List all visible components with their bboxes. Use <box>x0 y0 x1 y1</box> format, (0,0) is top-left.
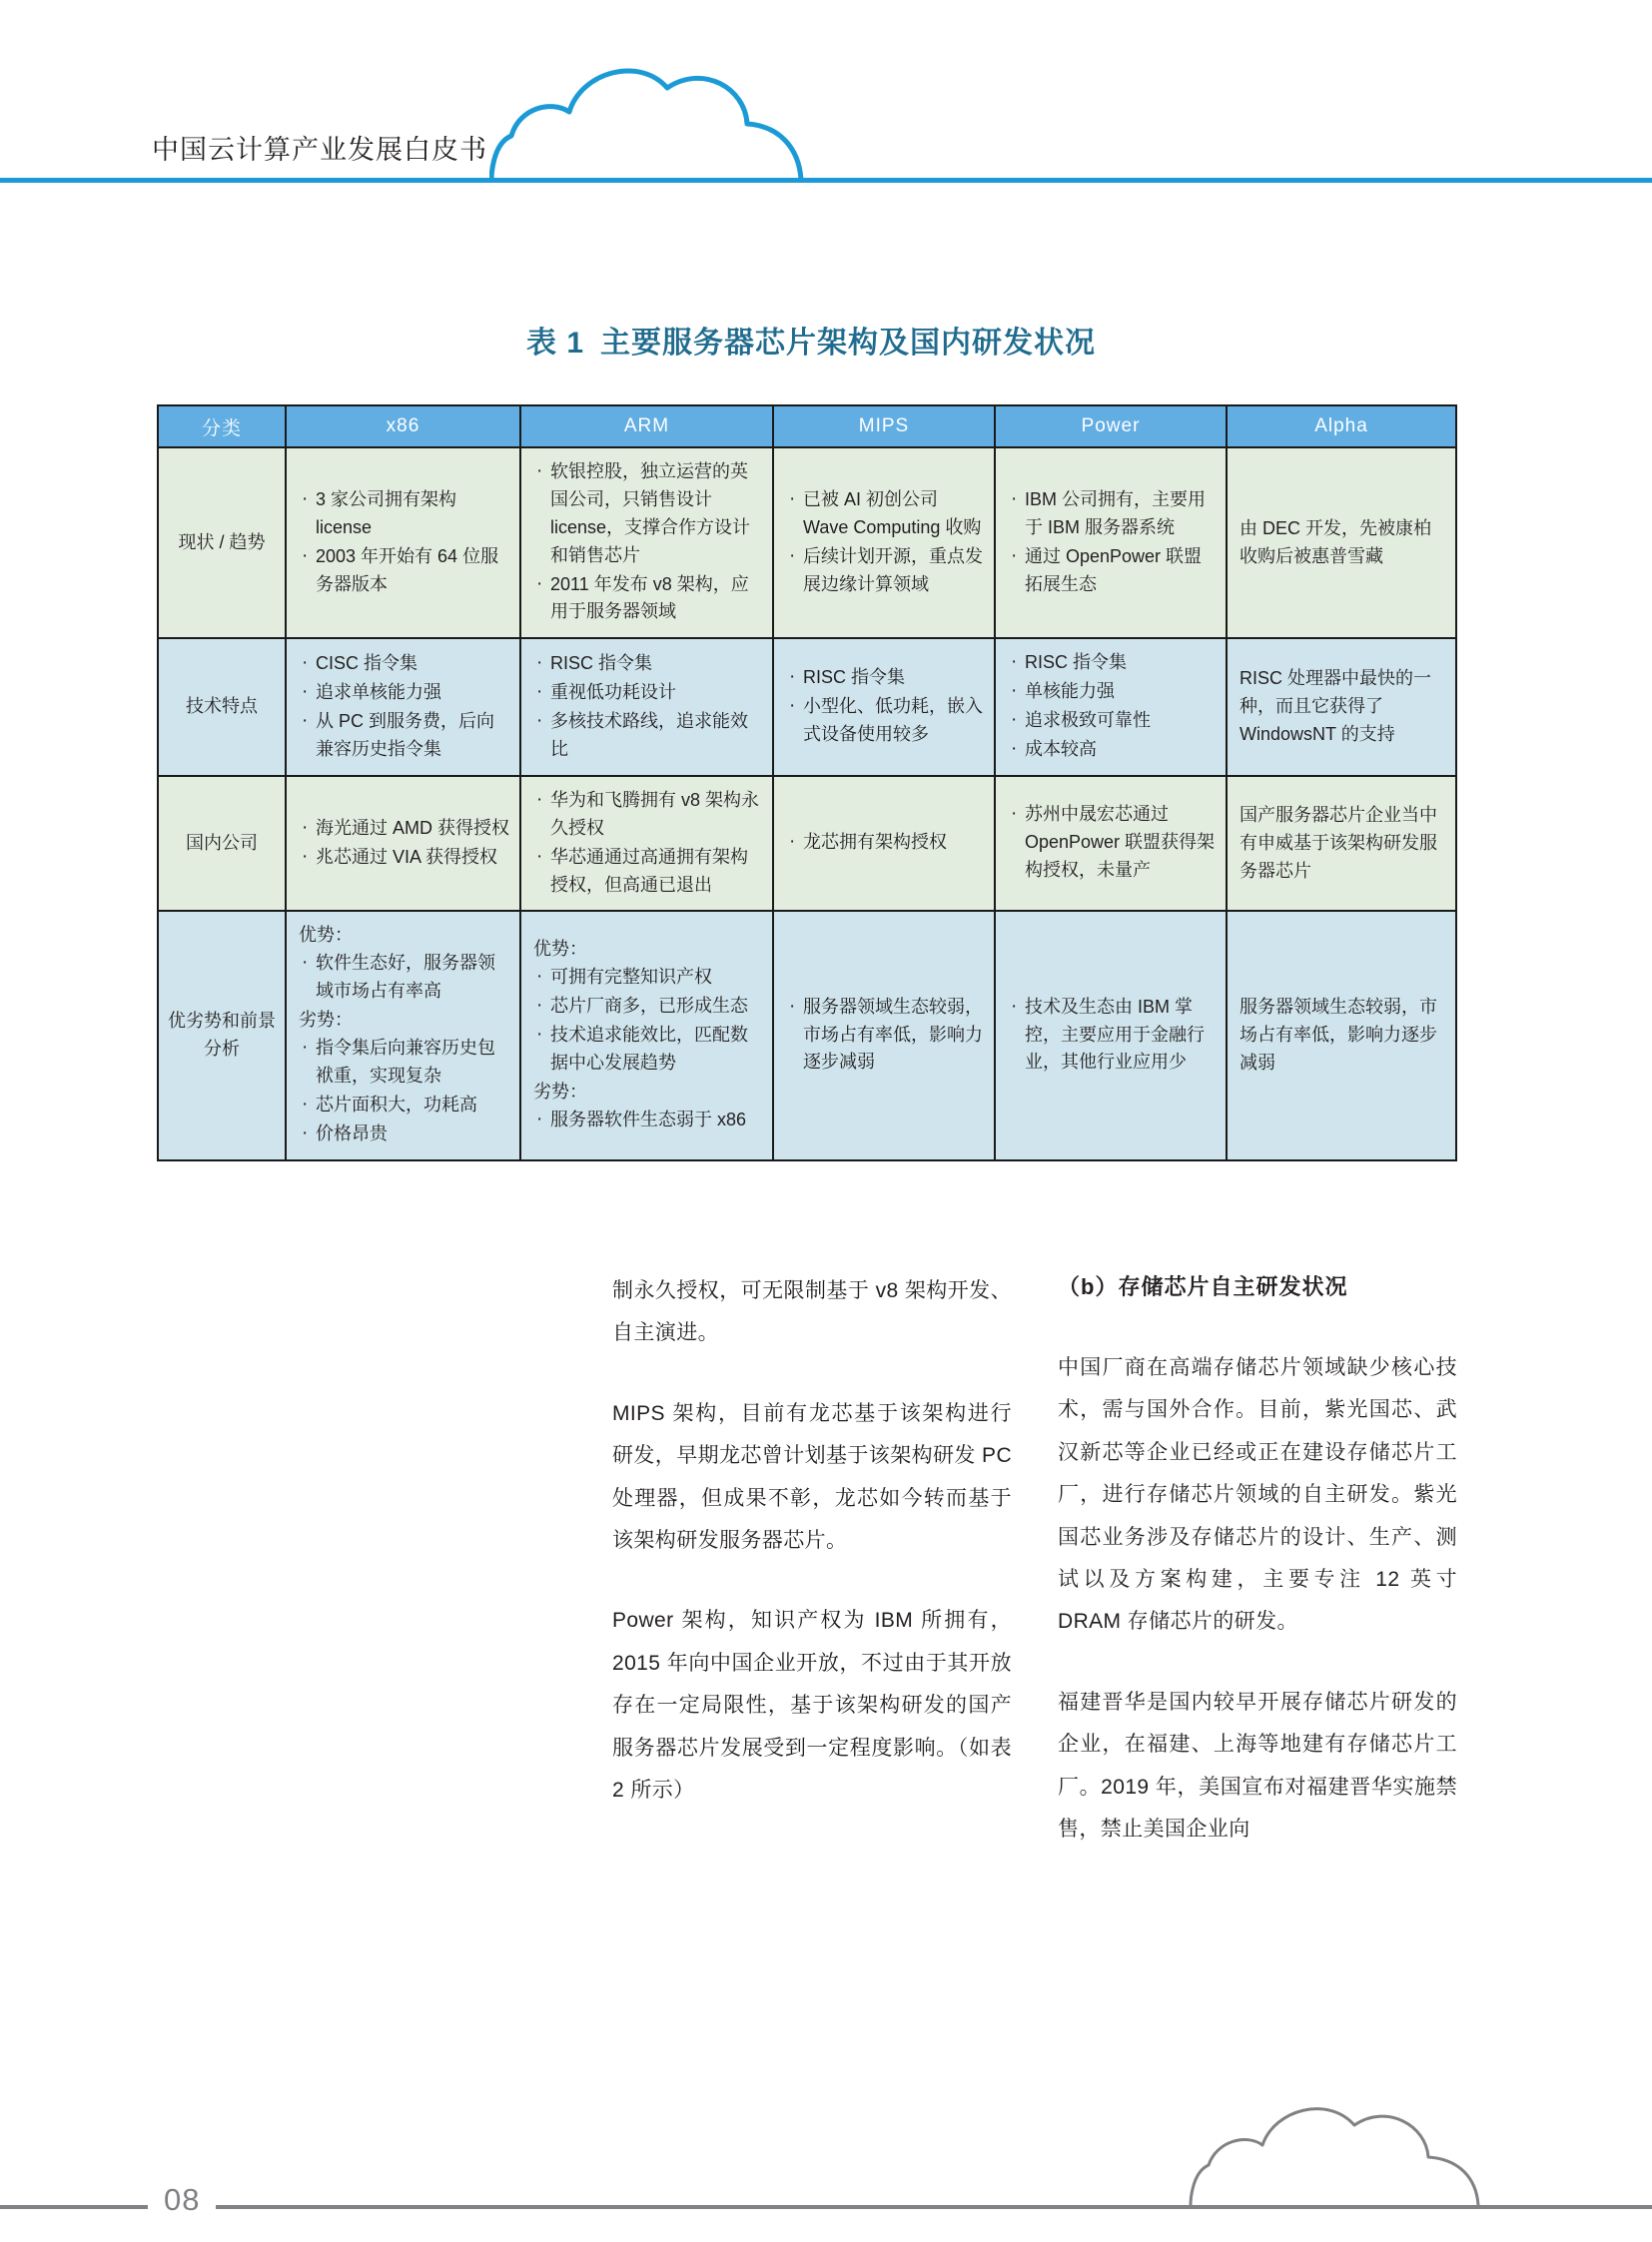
list-item: · 兆芯通过 VIA 获得授权 <box>299 844 509 872</box>
paragraph: 福建晋华是国内较早开展存储芯片研发的企业，在福建、上海等地建有存储芯片工厂。2019 年，美国宣布对福建晋华实施禁售，禁止美国企业向 <box>1058 1690 1457 1842</box>
table-row <box>158 638 1456 776</box>
row-category-label: 现状 / 趋势 <box>158 447 286 638</box>
cell-mips <box>773 776 995 912</box>
cell-x86 <box>286 638 520 776</box>
list-item: · 追求极致可靠性 <box>1008 707 1216 735</box>
chip-architecture-table <box>157 404 1457 1161</box>
cloud-outline-icon <box>489 48 809 184</box>
cell-power <box>995 638 1227 776</box>
footer-divider-rule <box>0 2205 1652 2209</box>
cell-arm <box>520 447 773 638</box>
list-item: · 多核技术路线，追求能效比 <box>533 708 762 764</box>
list-item: · 软件生态好，服务器领域市场占有率高 <box>299 950 509 1006</box>
list-item: · 芯片厂商多，已形成生态 <box>533 993 762 1021</box>
list-item: · 华为和飞腾拥有 v8 架构永久授权 <box>533 787 762 843</box>
cell-alpha <box>1227 911 1456 1159</box>
cell-x86 <box>286 447 520 638</box>
list-item: · 指令集后向兼容历史包袱重，实现复杂 <box>299 1035 509 1091</box>
list-item: · 小型化、低功耗，嵌入式设备使用较多 <box>786 693 984 749</box>
cell-power <box>995 447 1227 638</box>
table-caption-text: 主要服务器芯片架构及国内研发状况 <box>600 327 1097 360</box>
list-item: · CISC 指令集 <box>299 650 509 678</box>
table-row <box>158 776 1456 912</box>
cell-alpha <box>1227 776 1456 912</box>
column-header-category: 分类 <box>158 405 286 447</box>
list-item: · 成本较高 <box>1008 736 1216 764</box>
list-item: · 后续计划开源，重点发展边缘计算领域 <box>786 543 984 599</box>
body-column-right <box>1058 1270 1457 1851</box>
cell-x86 <box>286 911 520 1159</box>
cell-arm <box>520 911 773 1159</box>
section-heading: （b）存储芯片自主研发状况 <box>1058 1274 1348 1299</box>
list-item: · 软银控股，独立运营的英国公司，只销售设计 license，支撑合作方设计和销售芯片 <box>533 458 762 570</box>
cell-subheading: 优势： <box>299 925 353 946</box>
cell-text: 由 DEC 开发，先被康柏收购后被惠普雪藏 <box>1239 517 1432 566</box>
header-divider-rule <box>0 178 1652 183</box>
table-row <box>158 911 1456 1159</box>
list-item: · RISC 指令集 <box>786 664 984 692</box>
page-number: 08 <box>148 2182 216 2218</box>
cell-subheading: 劣势： <box>299 1010 353 1031</box>
list-item: · 2011 年发布 v8 架构，应用于服务器领域 <box>533 571 762 627</box>
cell-mips <box>773 911 995 1159</box>
cell-arm <box>520 776 773 912</box>
column-header-alpha: Alpha <box>1227 405 1456 447</box>
paragraph: 制永久授权，可无限制基于 v8 架构开发、自主演进。 <box>612 1279 1012 1345</box>
row-category-label: 技术特点 <box>158 638 286 776</box>
body-column-left <box>612 1270 1012 1812</box>
cell-alpha <box>1227 638 1456 776</box>
page-header <box>0 0 1652 200</box>
list-item: · 追求单核能力强 <box>299 679 509 707</box>
cell-power <box>995 776 1227 912</box>
column-header-arm: ARM <box>520 405 773 447</box>
list-item: · 海光通过 AMD 获得授权 <box>299 815 509 843</box>
list-item: · 价格昂贵 <box>299 1121 509 1148</box>
cell-x86 <box>286 776 520 912</box>
list-item: · RISC 指令集 <box>1008 649 1216 677</box>
list-item: · 2003 年开始有 64 位服务器版本 <box>299 543 509 599</box>
list-item: · 华芯通通过高通拥有架构授权，但高通已退出 <box>533 844 762 900</box>
table-caption-number: 表 1 <box>526 327 585 360</box>
row-category-label: 国内公司 <box>158 776 286 912</box>
list-item: · 通过 OpenPower 联盟拓展生态 <box>1008 543 1216 599</box>
cloud-outline-icon <box>1189 2087 1488 2207</box>
page-title: 中国云计算产业发展白皮书 <box>152 135 487 165</box>
table-header-row <box>158 405 1456 447</box>
column-header-mips: MIPS <box>773 405 995 447</box>
list-item: · IBM 公司拥有，主要用于 IBM 服务器系统 <box>1008 486 1216 542</box>
column-header-x86: x86 <box>286 405 520 447</box>
list-item: · 3 家公司拥有架构 license <box>299 486 509 542</box>
cell-text: RISC 处理器中最快的一种，而且它获得了 WindowsNT 的支持 <box>1239 668 1432 745</box>
list-item: · 技术追求能效比，匹配数据中心发展趋势 <box>533 1022 762 1078</box>
list-item: · 单核能力强 <box>1008 678 1216 706</box>
cell-text: 服务器领域生态较弱，市场占有率低，影响力逐步减弱 <box>1239 997 1437 1073</box>
list-item: · 服务器软件生态弱于 x86 <box>533 1107 762 1134</box>
list-item: · 从 PC 到服务费，后向兼容历史指令集 <box>299 708 509 764</box>
list-item: · 芯片面积大，功耗高 <box>299 1092 509 1120</box>
paragraph: 中国厂商在高端存储芯片领域缺少核心技术，需与国外合作。目前，紫光国芯、武汉新芯等企业已经或正在建设存储芯片工厂，进行存储芯片领域的自主研发。紫光国芯业务涉及存储芯片的设计、生产、测试以及方案构建，主要专注 12 英寸 DRAM 存储芯片的研发。 <box>1058 1356 1457 1634</box>
list-item: · 重视低功耗设计 <box>533 679 762 707</box>
list-item: · 龙芯拥有架构授权 <box>786 829 984 857</box>
list-item: · 苏州中晟宏芯通过 OpenPower 联盟获得架构授权，未量产 <box>1008 801 1216 885</box>
cell-mips <box>773 638 995 776</box>
paragraph: Power 架构，知识产权为 IBM 所拥有，2015 年向中国企业开放，不过由于其开放存在一定局限性，基于该架构研发的国产服务器芯片发展受到一定程度影响。（如表 2 所示） <box>612 1609 1012 1803</box>
cell-mips <box>773 447 995 638</box>
row-category-label: 优劣势和前景分析 <box>158 911 286 1159</box>
cell-subheading: 劣势： <box>533 1081 587 1102</box>
cell-power <box>995 911 1227 1159</box>
cell-subheading: 优势： <box>533 939 587 960</box>
column-header-power: Power <box>995 405 1227 447</box>
list-item: · 已被 AI 初创公司 Wave Computing 收购 <box>786 486 984 542</box>
list-item: · 可拥有完整知识产权 <box>533 964 762 992</box>
cell-arm <box>520 638 773 776</box>
paragraph: MIPS 架构，目前有龙芯基于该架构进行研发，早期龙芯曾计划基于该架构研发 PC 处理器，但成果不彰，龙芯如今转而基于该架构研发服务器芯片。 <box>612 1401 1013 1553</box>
cell-alpha <box>1227 447 1456 638</box>
page-footer <box>0 2057 1652 2242</box>
list-item: · 服务器领域生态较弱，市场占有率低，影响力逐步减弱 <box>786 994 984 1078</box>
table-row <box>158 447 1456 638</box>
list-item: · RISC 指令集 <box>533 650 762 678</box>
cell-text: 国产服务器芯片企业当中有申威基于该架构研发服务器芯片 <box>1239 804 1437 881</box>
list-item: · 技术及生态由 IBM 掌控，主要应用于金融行业，其他行业应用少 <box>1008 994 1216 1078</box>
table-caption <box>526 318 1096 362</box>
